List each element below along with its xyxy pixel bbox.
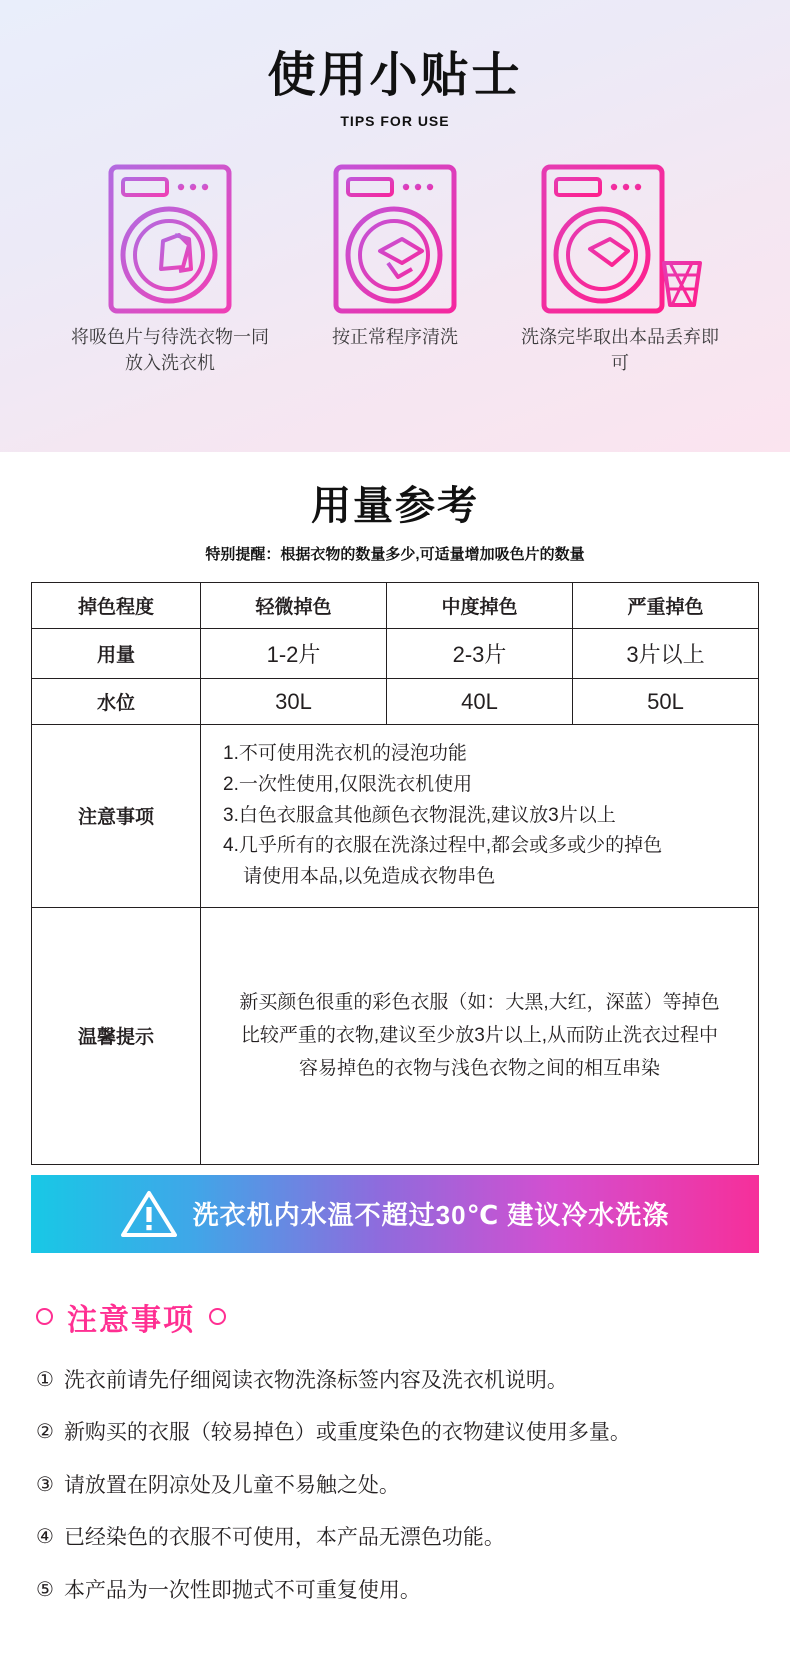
cautions-header <box>0 1295 790 1339</box>
warning-triangle-icon <box>121 1190 177 1238</box>
table-cell: 50L <box>573 679 759 725</box>
list-item <box>36 1365 760 1398</box>
list-item-number: ② <box>36 1421 54 1444</box>
list-item-number: ④ <box>36 1526 54 1549</box>
soft-tip-line: 比较严重的衣物,建议至少放3片以上,从而防止洗衣过程中 <box>240 1025 719 1047</box>
list-item-text: 请放置在阴凉处及儿童不易触之处。 <box>63 1473 400 1497</box>
dosage-title: 用量参考 <box>311 484 479 528</box>
cautions-list <box>0 1365 790 1608</box>
washing-machine-icon <box>283 157 508 322</box>
table-header-cell: 掉色程度 <box>32 583 201 629</box>
table-cell: 40L <box>387 679 573 725</box>
list-item <box>36 1522 760 1555</box>
tip-item <box>58 157 283 376</box>
note-line: 请使用本品,以免造成衣物串色 <box>243 866 496 888</box>
list-item-number: ⑤ <box>36 1578 54 1601</box>
ring-decoration-icon <box>36 1308 53 1325</box>
tips-title: 使用小贴士 <box>267 49 523 102</box>
dosage-section <box>0 452 790 1253</box>
cautions-section <box>0 1253 790 1657</box>
soft-tip-line: 新买颜色很重的彩色衣服（如：大黑,大红，深蓝）等掉色 <box>239 991 720 1013</box>
table-cell: 2-3片 <box>387 629 573 679</box>
list-item-text: 本产品为一次性即抛式不可重复使用。 <box>63 1578 421 1602</box>
list-item <box>36 1575 760 1608</box>
list-item-number: ③ <box>36 1473 54 1496</box>
tip-item <box>283 157 508 376</box>
table-row-label: 用量 <box>32 629 201 679</box>
table-row <box>32 725 759 908</box>
list-item-text: 新购买的衣服（较易掉色）或重度染色的衣物建议使用多量。 <box>63 1421 631 1445</box>
table-row-label: 注意事项 <box>32 725 201 908</box>
dosage-table <box>31 582 759 1165</box>
table-row-label: 温馨提示 <box>32 907 201 1164</box>
tips-row <box>0 157 790 376</box>
table-cell: 3片以上 <box>573 629 759 679</box>
tip-caption: 洗涤完毕取出本品丢弃即可 <box>521 326 719 373</box>
list-item <box>36 1470 760 1503</box>
list-item-number: ① <box>36 1368 54 1391</box>
warning-bar <box>31 1175 759 1253</box>
table-row <box>32 907 759 1164</box>
tip-item <box>508 157 733 376</box>
note-line: 4.几乎所有的衣服在洗涤过程中,都会或多或少的掉色 <box>223 835 663 857</box>
table-row-label: 水位 <box>32 679 201 725</box>
note-line: 2.一次性使用,仅限洗衣机使用 <box>223 773 473 795</box>
dosage-note: 特别提醒：根据衣物的数量多少,可适量增加吸色片的数量 <box>205 546 585 563</box>
tips-section <box>0 0 790 452</box>
note-line: 1.不可使用洗衣机的浸泡功能 <box>223 743 467 764</box>
table-row <box>32 583 759 629</box>
note-line: 3.白色衣服盒其他颜色衣物混洗,建议放3片以上 <box>223 804 616 826</box>
tip-caption: 按正常程序清洗 <box>332 326 458 347</box>
cautions-title: 注意事项 <box>67 1303 195 1337</box>
table-header-cell: 中度掉色 <box>387 583 573 629</box>
washing-machine-basket-icon <box>508 157 733 322</box>
ring-decoration-icon <box>209 1308 226 1325</box>
table-cell: 1-2片 <box>201 629 387 679</box>
table-row <box>32 629 759 679</box>
table-row <box>32 679 759 725</box>
soft-tip-line: 容易掉色的衣物与浅色衣物之间的相互串染 <box>298 1058 660 1080</box>
table-soft-tip-cell <box>201 907 759 1164</box>
table-header-cell: 严重掉色 <box>573 583 759 629</box>
washing-machine-icon <box>58 157 283 322</box>
table-header-cell: 轻微掉色 <box>201 583 387 629</box>
warning-text: 洗衣机内水温不超过30℃ 建议冷水洗涤 <box>192 1200 670 1231</box>
list-item-text: 已经染色的衣服不可使用，本产品无漂色功能。 <box>63 1526 505 1550</box>
tips-subtitle: TIPS FOR USE <box>340 112 450 129</box>
tip-caption: 将吸色片与待洗衣物一同放入洗衣机 <box>71 326 269 373</box>
table-cell: 30L <box>201 679 387 725</box>
list-item-text: 洗衣前请先仔细阅读衣物洗涤标签内容及洗衣机说明。 <box>63 1368 568 1392</box>
table-notes-cell <box>201 725 759 908</box>
list-item <box>36 1417 760 1450</box>
